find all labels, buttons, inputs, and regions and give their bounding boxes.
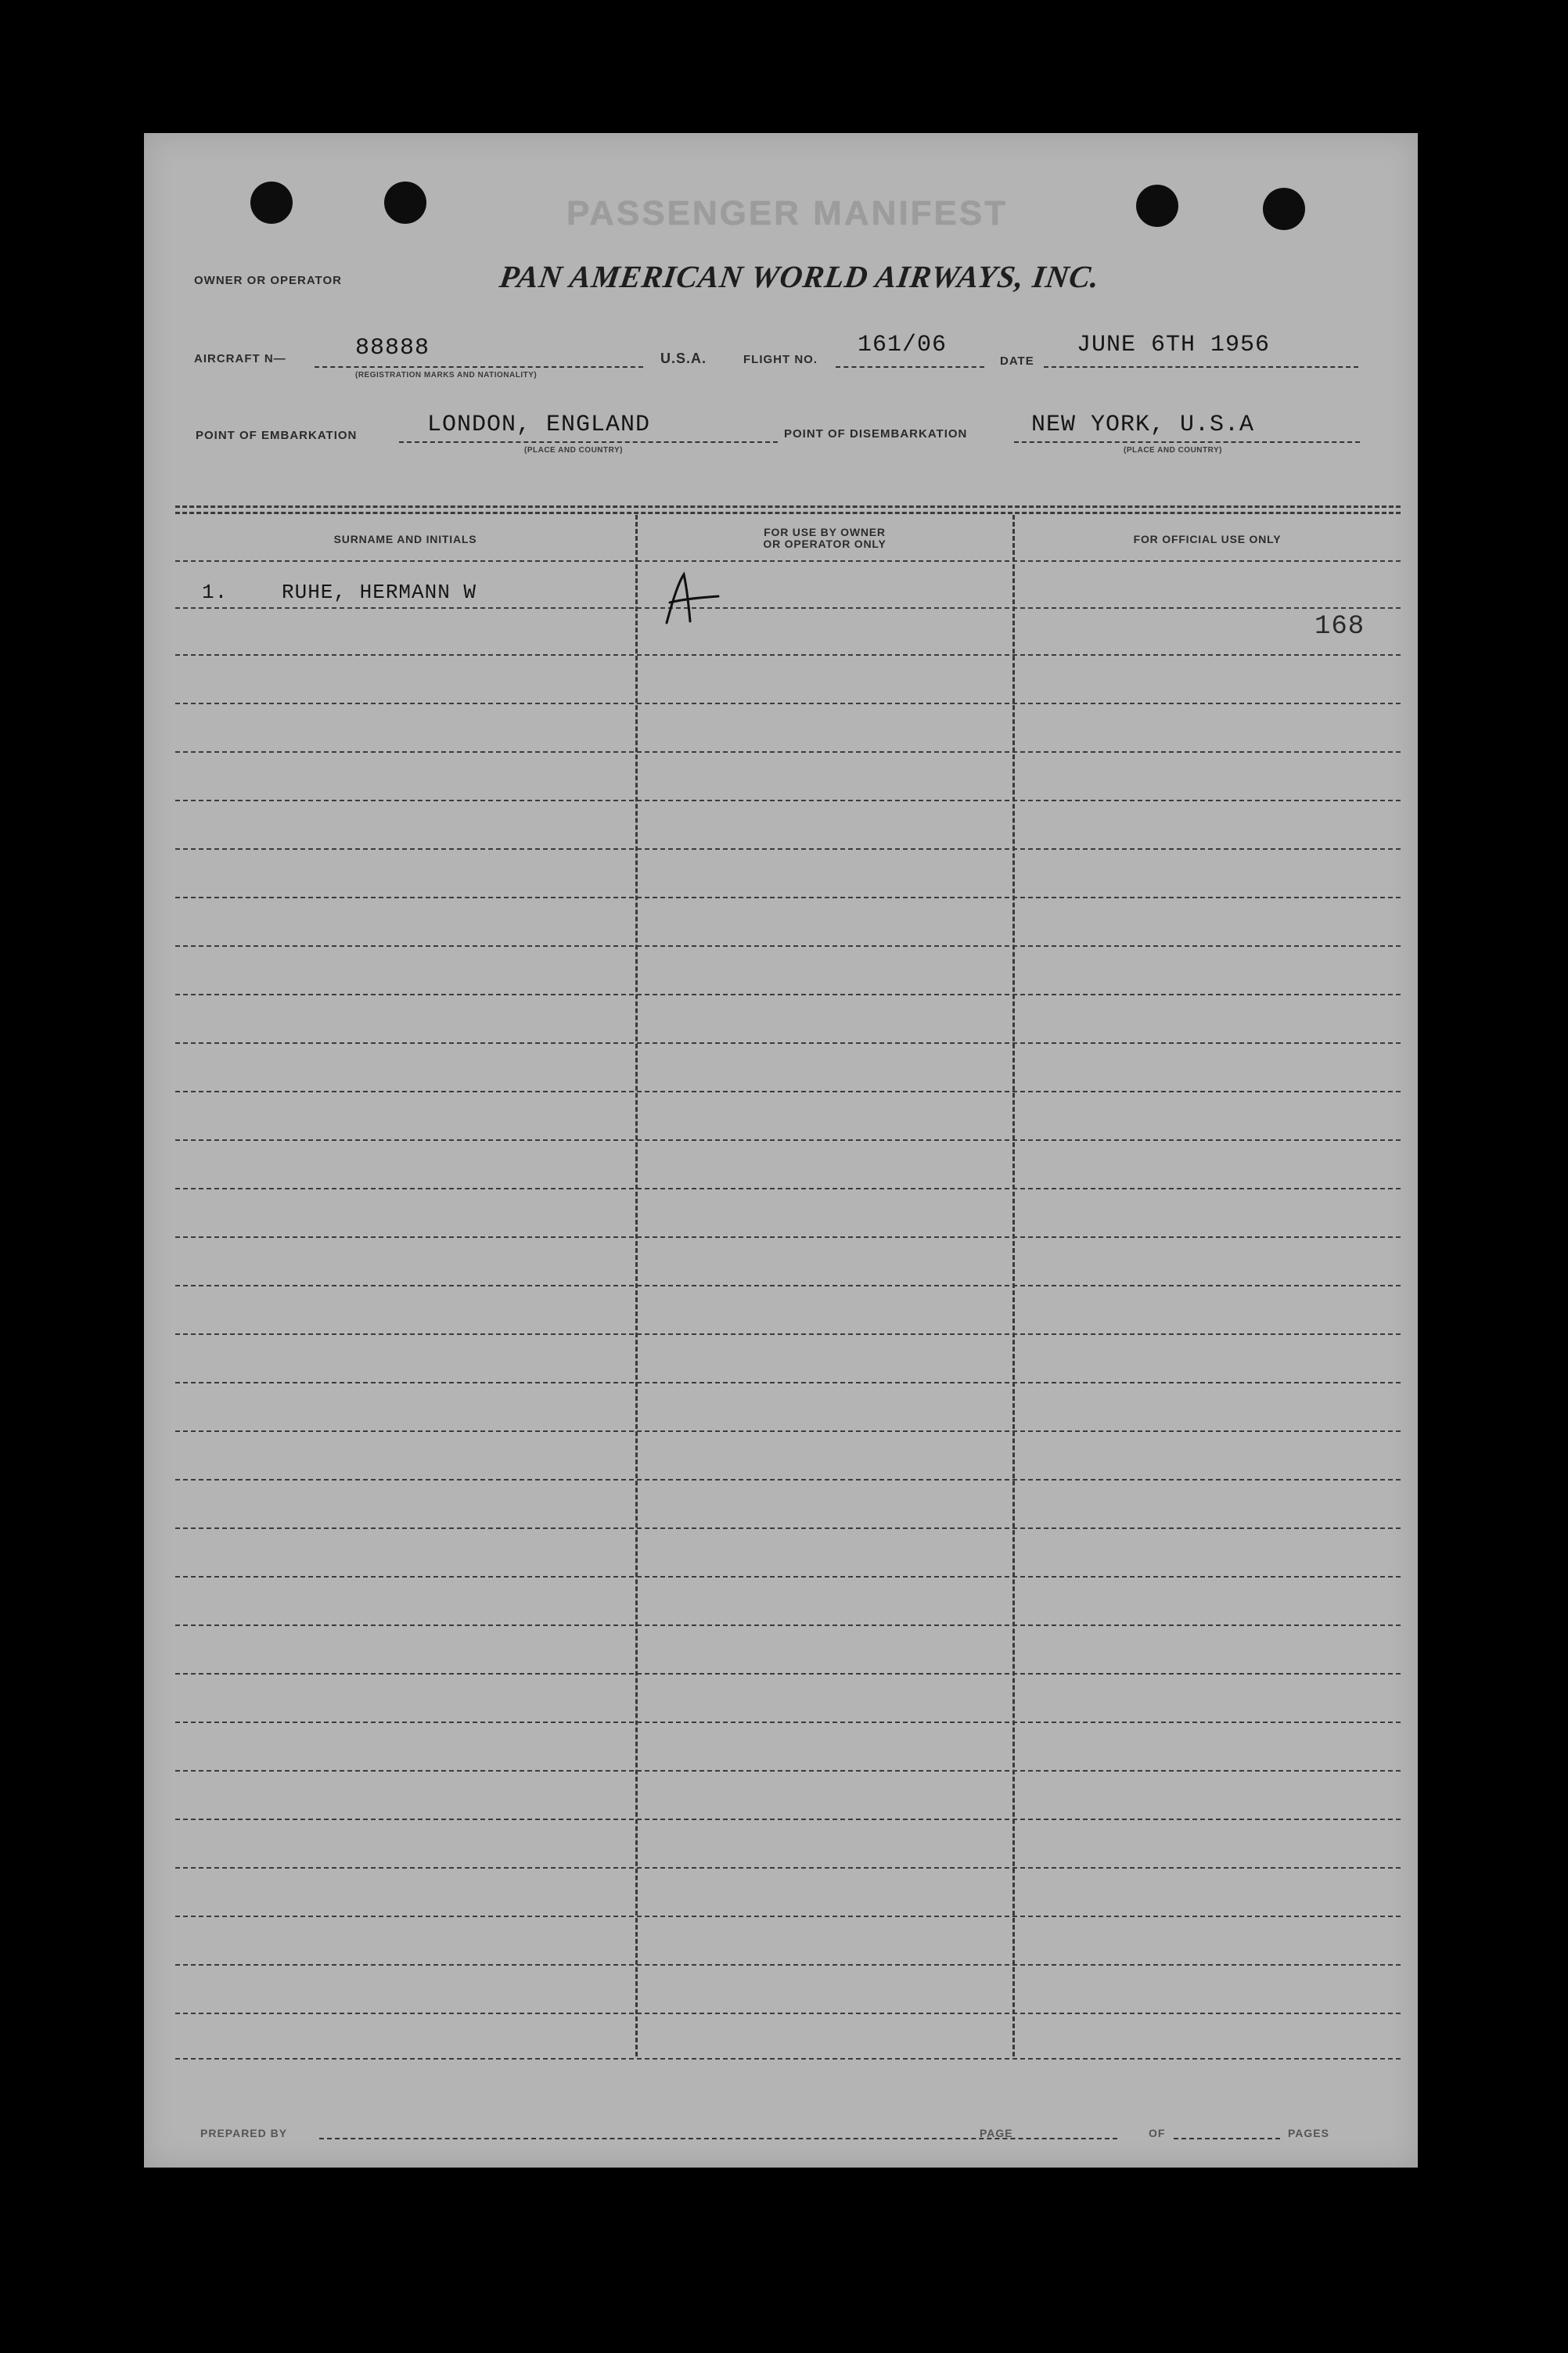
entry-number: 1. bbox=[202, 581, 228, 604]
row-line bbox=[175, 1139, 1401, 1141]
header-rule bbox=[175, 512, 1401, 514]
row-line bbox=[175, 897, 1401, 898]
row-line bbox=[175, 1916, 1401, 1917]
row-line bbox=[175, 1819, 1401, 1820]
punch-hole bbox=[1263, 188, 1305, 230]
date-value: JUNE 6TH 1956 bbox=[1077, 332, 1271, 358]
aircraft-caption: (REGISTRATION MARKS AND NATIONALITY) bbox=[355, 371, 538, 380]
flight-label: FLIGHT NO. bbox=[743, 353, 818, 366]
column-owner-use-1: FOR USE BY OWNER bbox=[764, 526, 886, 538]
official-code: 168 bbox=[1314, 612, 1365, 642]
row-line bbox=[175, 1382, 1401, 1383]
punch-hole bbox=[384, 182, 426, 224]
aircraft-underline bbox=[315, 366, 643, 368]
row-line bbox=[175, 1867, 1401, 1869]
usa-label: U.S.A. bbox=[660, 351, 707, 366]
punch-hole bbox=[250, 182, 293, 224]
pages-label: PAGES bbox=[1288, 2127, 1329, 2139]
column-surname: SURNAME AND INITIALS bbox=[333, 533, 477, 545]
row-line bbox=[175, 945, 1401, 947]
row-line bbox=[175, 560, 1401, 562]
row-line bbox=[175, 751, 1401, 753]
embark-value: LONDON, ENGLAND bbox=[427, 412, 651, 438]
disembark-value: NEW YORK, U.S.A bbox=[1031, 412, 1255, 438]
disembark-label: POINT OF DISEMBARKATION bbox=[784, 427, 968, 441]
row-line bbox=[175, 1722, 1401, 1723]
row-line bbox=[175, 994, 1401, 995]
manifest-sheet bbox=[144, 133, 1418, 2168]
row-line bbox=[175, 1236, 1401, 1238]
row-line bbox=[175, 703, 1401, 704]
aircraft-value: 88888 bbox=[355, 335, 430, 362]
owner-label: OWNER OR OPERATOR bbox=[194, 274, 342, 287]
embark-caption: (PLACE AND COUNTRY) bbox=[524, 446, 623, 455]
handwritten-mark bbox=[660, 571, 723, 626]
flight-value: 161/06 bbox=[858, 332, 948, 358]
of-label: OF bbox=[1149, 2127, 1166, 2139]
row-line bbox=[175, 848, 1401, 850]
row-line bbox=[175, 1333, 1401, 1335]
disembark-underline bbox=[1014, 441, 1360, 443]
row-line bbox=[175, 2013, 1401, 2014]
row-line bbox=[175, 1770, 1401, 1772]
header-rule bbox=[175, 505, 1401, 508]
row-line bbox=[175, 1285, 1401, 1286]
row-line bbox=[175, 1091, 1401, 1092]
row-line bbox=[175, 1964, 1401, 1966]
row-line bbox=[175, 1673, 1401, 1675]
row-line bbox=[175, 2058, 1401, 2060]
column-official: FOR OFFICIAL USE ONLY bbox=[1133, 533, 1282, 545]
operator-name: PAN AMERICAN WORLD AIRWAYS, INC. bbox=[497, 259, 1102, 294]
row-line bbox=[175, 1479, 1401, 1481]
page-label: PAGE bbox=[980, 2127, 1013, 2139]
punch-hole bbox=[1136, 185, 1178, 227]
embark-label: POINT OF EMBARKATION bbox=[196, 429, 358, 442]
form-title: PASSENGER MANIFEST bbox=[566, 194, 1009, 232]
row-line bbox=[175, 1527, 1401, 1529]
row-line bbox=[175, 1042, 1401, 1044]
row-line bbox=[175, 607, 1401, 609]
embark-underline bbox=[399, 441, 778, 443]
disembark-caption: (PLACE AND COUNTRY) bbox=[1124, 446, 1222, 455]
row-line bbox=[175, 1188, 1401, 1189]
of-underline bbox=[1174, 2138, 1280, 2139]
row-line bbox=[175, 1430, 1401, 1432]
date-label: DATE bbox=[1000, 354, 1034, 368]
prepared-by-label: PREPARED BY bbox=[200, 2127, 288, 2139]
entry-name: RUHE, HERMANN W bbox=[282, 581, 477, 604]
row-line bbox=[175, 800, 1401, 801]
aircraft-label: AIRCRAFT N— bbox=[194, 352, 286, 365]
row-line bbox=[175, 1576, 1401, 1578]
flight-underline bbox=[836, 366, 984, 368]
date-underline bbox=[1044, 366, 1358, 368]
row-line bbox=[175, 654, 1401, 656]
row-line bbox=[175, 1624, 1401, 1626]
column-owner-use-2: OR OPERATOR ONLY bbox=[763, 538, 886, 550]
